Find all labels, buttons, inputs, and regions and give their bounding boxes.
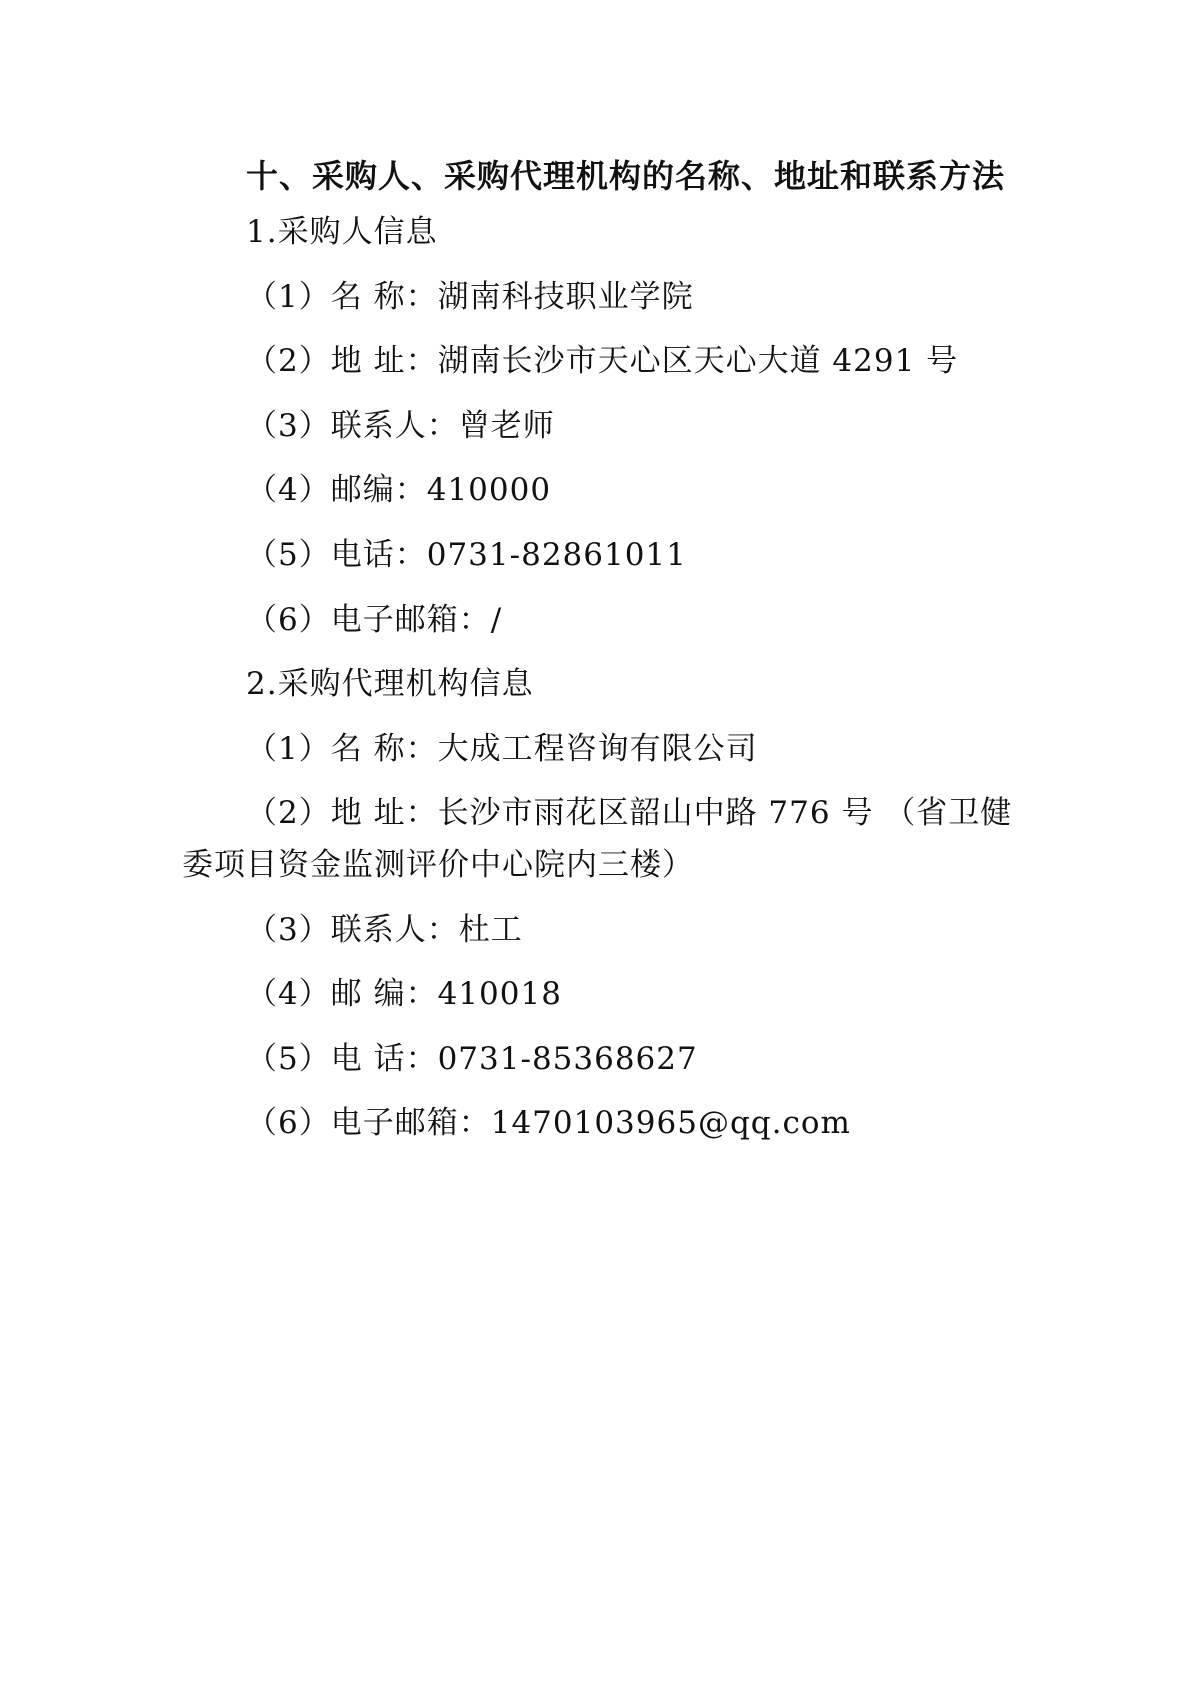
purchaser-title: 1.采购人信息 bbox=[246, 214, 438, 250]
purchaser-email: （6）电子邮箱：/ bbox=[246, 602, 503, 638]
agency-postcode: （4）邮 编：410018 bbox=[246, 976, 562, 1012]
agency-address-line2: 委项目资金监测评价中心院内三楼） bbox=[182, 847, 694, 883]
agency-phone: （5）电 话：0731-85368627 bbox=[246, 1041, 698, 1077]
agency-contact: （3）联系人：杜工 bbox=[246, 912, 523, 948]
purchaser-contact: （3）联系人：曾老师 bbox=[246, 408, 555, 444]
purchaser-address: （2）地 址：湖南长沙市天心区天心大道 4291 号 bbox=[246, 343, 959, 379]
agency-title: 2.采购代理机构信息 bbox=[246, 666, 534, 702]
section-heading: 十、采购人、采购代理机构的名称、地址和联系方法 bbox=[246, 157, 1006, 195]
purchaser-name: （1）名 称：湖南科技职业学院 bbox=[246, 279, 694, 315]
purchaser-postcode: （4）邮编：410000 bbox=[246, 472, 552, 508]
agency-email: （6）电子邮箱：1470103965@qq.com bbox=[246, 1105, 851, 1141]
agency-name: （1）名 称：大成工程咨询有限公司 bbox=[246, 731, 758, 767]
agency-address-line1: （2）地 址：长沙市雨花区韶山中路 776 号 （省卫健 bbox=[246, 795, 1013, 831]
purchaser-phone: （5）电话：0731-82861011 bbox=[246, 537, 687, 573]
